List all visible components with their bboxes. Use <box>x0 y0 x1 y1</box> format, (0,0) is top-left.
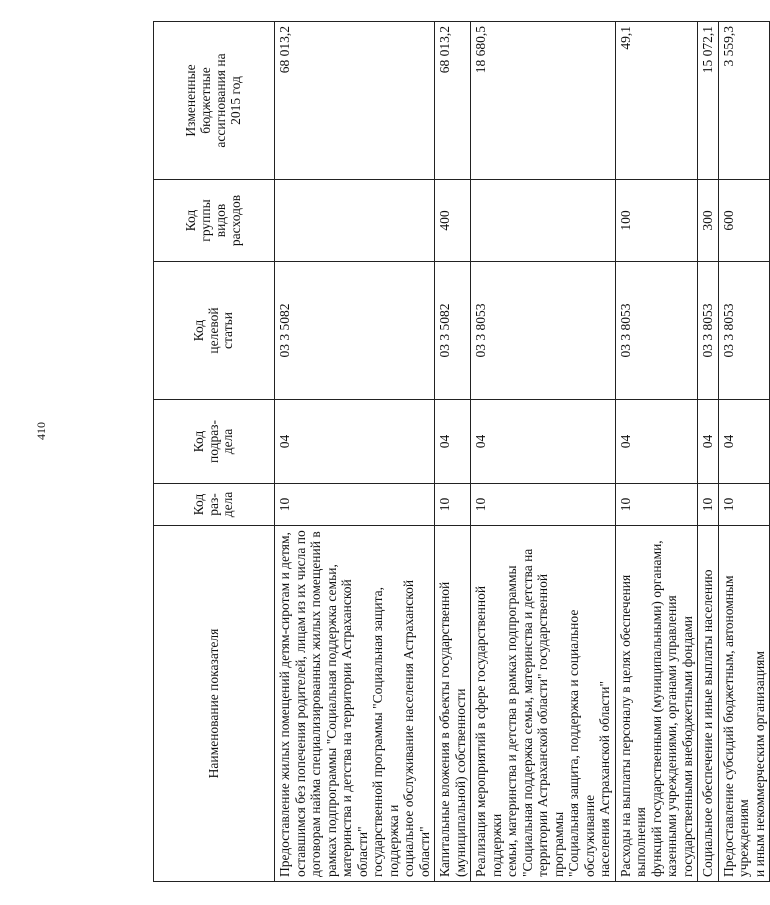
header-razdel <box>154 484 275 526</box>
cell-statya: 03 3 8053 <box>471 262 616 400</box>
cell-vid: 600 <box>718 180 770 262</box>
cell-vid: 300 <box>698 180 719 262</box>
cell-name <box>471 526 616 882</box>
cell-podrazdel: 04 <box>471 400 616 484</box>
cell-statya: 03 3 5082 <box>275 262 435 400</box>
table-row <box>435 22 471 882</box>
cell-statya: 03 3 8053 <box>615 262 698 400</box>
cell-name-text: Реализация мероприятий в сфере государственной поддержки семьи, материнства и детства в рамках подпрограммы "Социальная поддержка семьи, материнства и детства на территории Астраханской области" государственной программы "Социальная защита, поддержка и социальное обслуживание населения Астраханской области" <box>473 548 613 877</box>
header-podrazdel-label: Код подраз- дела <box>190 419 236 464</box>
header-name <box>154 526 275 882</box>
header-name-label: Наименование показателя <box>205 628 221 779</box>
page-number: 410 <box>34 422 48 440</box>
table-header-row <box>154 22 275 882</box>
header-podrazdel <box>154 400 275 484</box>
cell-vid <box>275 180 435 262</box>
cell-name-text: Предоставление жилых помещений детям-сиротам и детям, оставшимся без попечения родителей, лицам из их числа по договорам найма специализированных жилых помещений в рамках подпрограммы "Социальная поддержка семьи, материнства и детства на территории Астраханской области" государственной программы "Социальная защита, поддержка и социальное обслуживание населения Астраханской области" <box>277 530 432 877</box>
cell-name <box>718 526 770 882</box>
header-vid <box>154 180 275 262</box>
cell-podrazdel: 04 <box>435 400 471 484</box>
cell-podrazdel: 04 <box>615 400 698 484</box>
cell-name <box>698 526 719 882</box>
cell-razdel: 10 <box>698 484 719 526</box>
header-razdel-label: Код раз- дела <box>190 491 236 518</box>
cell-amount: 68 013,2 <box>435 22 471 180</box>
table-row <box>615 22 698 882</box>
header-statya-label: Код целевой статьи <box>190 307 236 354</box>
table-row <box>698 22 719 882</box>
cell-amount: 49,1 <box>615 22 698 180</box>
header-amount-label: Измененные бюджетные ассигнования на 2015 год <box>183 53 243 148</box>
cell-statya: 03 3 5082 <box>435 262 471 400</box>
table-row <box>471 22 616 882</box>
cell-name <box>435 526 471 882</box>
cell-name-text: Предоставление субсидий бюджетным, автономным учреждениям и иным некоммерческим организациям <box>720 575 767 877</box>
cell-statya: 03 3 8053 <box>718 262 770 400</box>
cell-name <box>615 526 698 882</box>
header-statya <box>154 262 275 400</box>
cell-amount: 18 680,5 <box>471 22 616 180</box>
cell-vid: 400 <box>435 180 471 262</box>
cell-podrazdel: 04 <box>698 400 719 484</box>
cell-vid: 100 <box>615 180 698 262</box>
cell-name-text: Социальное обеспечение и иные выплаты населению <box>700 569 716 877</box>
cell-razdel: 10 <box>718 484 770 526</box>
cell-razdel: 10 <box>435 484 471 526</box>
table-row <box>718 22 770 882</box>
cell-statya: 03 3 8053 <box>698 262 719 400</box>
cell-vid <box>471 180 616 262</box>
table-row <box>275 22 435 882</box>
cell-razdel: 10 <box>275 484 435 526</box>
cell-amount: 15 072,1 <box>698 22 719 180</box>
cell-name-text: Капитальные вложения в объекты государственной (муниципальной) собственности <box>437 581 468 877</box>
cell-razdel: 10 <box>471 484 616 526</box>
cell-amount: 68 013,2 <box>275 22 435 180</box>
rotated-document <box>153 22 767 882</box>
header-vid-label: Код группы видов расходов <box>183 194 243 247</box>
cell-name-text: Расходы на выплаты персоналу в целях обеспечения выполнения функций государственными (муниципальными) органами, казенными учреждениями, органами управления государственными внебюджетными фондами <box>617 540 695 877</box>
cell-amount: 3 559,3 <box>718 22 770 180</box>
cell-name <box>275 526 435 882</box>
cell-podrazdel: 04 <box>718 400 770 484</box>
header-amount <box>154 22 275 180</box>
cell-podrazdel: 04 <box>275 400 435 484</box>
budget-table <box>153 21 770 882</box>
cell-razdel: 10 <box>615 484 698 526</box>
